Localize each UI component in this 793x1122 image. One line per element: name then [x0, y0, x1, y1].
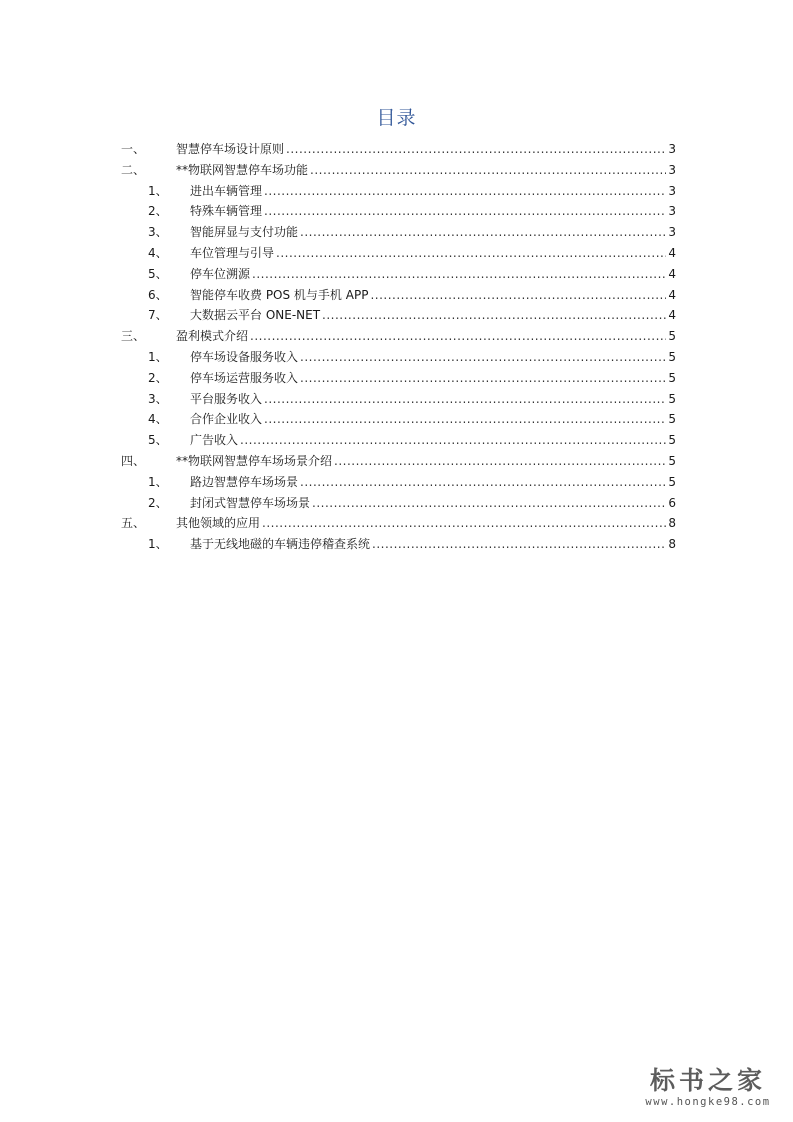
- toc-entry-text: 大数据云平台 ONE-NET: [190, 308, 321, 323]
- toc-entry-number: 2、: [148, 495, 168, 510]
- toc-entry[interactable]: [121, 201, 676, 222]
- toc-entry[interactable]: [121, 493, 676, 514]
- toc-entry-number: 5、: [148, 266, 168, 281]
- toc-entry-text: 智能屏显与支付功能: [190, 225, 299, 240]
- toc-entry-number: 1、: [148, 349, 168, 364]
- toc-entry-number: 4、: [148, 245, 168, 260]
- toc-entry[interactable]: [121, 451, 676, 472]
- toc-entry-number: 1、: [148, 537, 168, 552]
- toc-entry[interactable]: [121, 139, 676, 160]
- toc-entry-text: 智能停车收费 POS 机与手机 APP: [190, 287, 369, 302]
- toc-entry-number: 6、: [148, 287, 168, 302]
- toc-entry[interactable]: [121, 222, 676, 243]
- toc-entry-text: **物联网智慧停车场功能: [176, 162, 309, 177]
- toc-entry-page-number: 3: [668, 162, 676, 177]
- toc-entry-number: 3、: [148, 391, 168, 406]
- toc-dot-leader: [264, 409, 666, 430]
- toc-dot-leader: [300, 472, 666, 493]
- toc-entry[interactable]: [121, 264, 676, 285]
- toc-dot-leader: [262, 513, 666, 534]
- toc-entry-page-number: 3: [668, 142, 676, 156]
- toc-entry-page-number: 5: [668, 391, 676, 406]
- toc-entry-text: **物联网智慧停车场场景介绍: [176, 453, 333, 468]
- toc-entry-text: 停车场设备服务收入: [190, 349, 299, 364]
- toc-entry-page-number: 8: [668, 516, 676, 531]
- toc-entry-number: 7、: [148, 308, 168, 323]
- toc-title: 目录: [376, 107, 417, 129]
- toc-dot-leader: [322, 305, 666, 326]
- toc-entry[interactable]: [121, 368, 676, 389]
- toc-entry-text: 车位管理与引导: [190, 245, 275, 260]
- toc-entry-page-number: 3: [668, 225, 676, 240]
- toc-entry[interactable]: [121, 430, 676, 451]
- toc-dot-leader: [300, 347, 666, 368]
- toc-dot-leader: [250, 326, 666, 347]
- toc-entry-page-number: 8: [668, 537, 676, 552]
- toc-dot-leader: [252, 264, 666, 285]
- toc-entry-page-number: 5: [668, 433, 676, 448]
- toc-dot-leader: [276, 243, 666, 264]
- toc-entry-page-number: 5: [668, 474, 676, 489]
- toc-entry-number: 五、: [121, 516, 146, 531]
- toc-entry-text: 特殊车辆管理: [190, 204, 263, 219]
- toc-entry-number: 3、: [148, 225, 168, 240]
- toc-entry[interactable]: [121, 160, 676, 181]
- toc-dot-leader: [264, 181, 666, 202]
- toc-entry-text: 智慧停车场设计原则: [176, 142, 285, 156]
- toc-dot-leader: [334, 451, 666, 472]
- watermark: [633, 1066, 783, 1108]
- toc-entry-text: 盈利模式介绍: [176, 329, 249, 344]
- toc-entry-text: 合作企业收入: [190, 412, 263, 427]
- toc-entry[interactable]: [121, 243, 676, 264]
- toc-dot-leader: [240, 430, 666, 451]
- toc-dot-leader: [264, 389, 666, 410]
- toc-entry-text: 停车场运营服务收入: [190, 370, 299, 385]
- toc-entry[interactable]: [121, 347, 676, 368]
- toc-entry[interactable]: [121, 409, 676, 430]
- toc-entry[interactable]: [121, 389, 676, 410]
- toc-dot-leader: [286, 139, 666, 160]
- toc-entry[interactable]: [121, 513, 676, 534]
- toc-dot-leader: [264, 201, 666, 222]
- toc-entry-text: 停车位溯源: [190, 266, 251, 281]
- toc-entry[interactable]: [121, 326, 676, 347]
- toc-entry-text: 封闭式智慧停车场场景: [190, 495, 311, 510]
- toc-entry-page-number: 5: [668, 453, 676, 468]
- toc-entry-page-number: 4: [668, 266, 676, 281]
- toc-entry-number: 2、: [148, 204, 168, 219]
- toc-dot-leader: [312, 493, 666, 514]
- toc-entry-text: 路边智慧停车场场景: [190, 474, 299, 489]
- toc-entry[interactable]: [121, 305, 676, 326]
- toc-entry-number: 1、: [148, 474, 168, 489]
- toc-entry-text: 广告收入: [190, 433, 239, 448]
- watermark-logo: 标书之家: [649, 1066, 766, 1095]
- watermark-url: www.hongke98.com: [645, 1096, 771, 1108]
- toc-entry-text: 其他领域的应用: [176, 516, 261, 531]
- toc-entry-number: 二、: [121, 162, 146, 177]
- toc-entry[interactable]: [121, 534, 676, 555]
- toc-entry-page-number: 5: [668, 370, 676, 385]
- toc-entry-number: 4、: [148, 412, 168, 427]
- toc-dot-leader: [370, 285, 666, 306]
- toc-entry-text: 进出车辆管理: [190, 183, 263, 198]
- toc-entry-number: 5、: [148, 433, 168, 448]
- toc-entry[interactable]: [121, 181, 676, 202]
- toc-dot-leader: [310, 160, 666, 181]
- toc-entry-page-number: 4: [668, 245, 676, 260]
- table-of-contents: [121, 139, 676, 555]
- toc-entry[interactable]: [121, 472, 676, 493]
- toc-entry-page-number: 3: [668, 183, 676, 198]
- toc-entry-page-number: 3: [668, 204, 676, 219]
- toc-entry-number: 一、: [121, 142, 146, 156]
- toc-entry-number: 四、: [121, 453, 146, 468]
- toc-dot-leader: [372, 534, 666, 555]
- toc-entry-page-number: 4: [668, 308, 676, 323]
- toc-entry-number: 2、: [148, 370, 168, 385]
- toc-dot-leader: [300, 222, 666, 243]
- toc-entry-page-number: 6: [668, 495, 676, 510]
- toc-entry-number: 三、: [121, 329, 146, 344]
- toc-entry-page-number: 5: [668, 349, 676, 364]
- toc-entry-text: 平台服务收入: [190, 391, 263, 406]
- toc-entry-page-number: 5: [668, 412, 676, 427]
- toc-dot-leader: [300, 368, 666, 389]
- toc-entry-number: 1、: [148, 183, 168, 198]
- toc-entry-page-number: 4: [668, 287, 676, 302]
- toc-entry[interactable]: [121, 285, 676, 306]
- toc-entry-text: 基于无线地磁的车辆违停稽查系统: [190, 537, 371, 552]
- toc-entry-page-number: 5: [668, 329, 676, 344]
